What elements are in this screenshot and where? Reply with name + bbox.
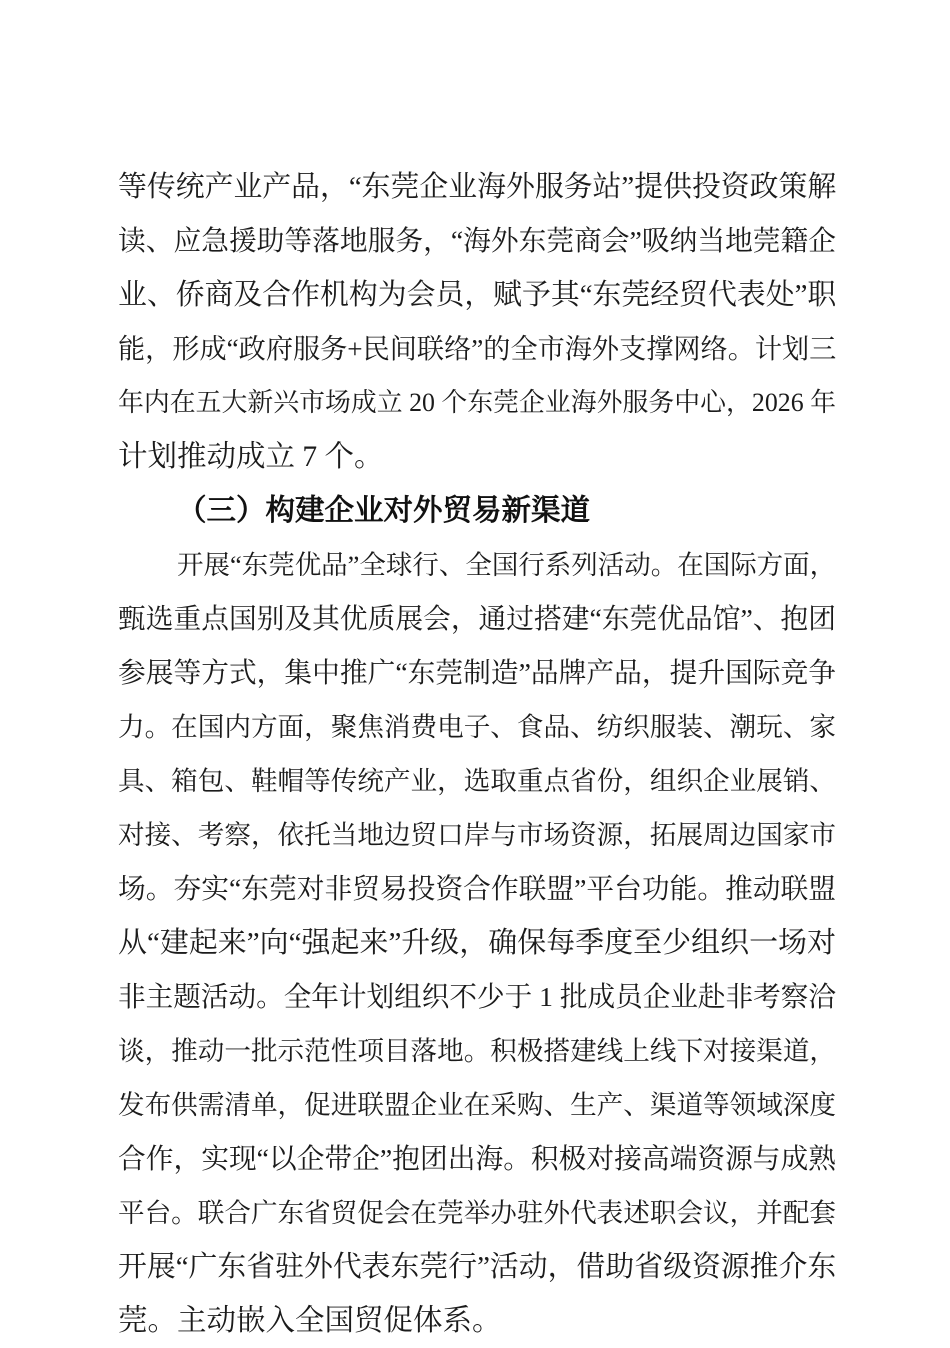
text-line: 场。夯实“东莞对非贸易投资合作联盟”平台功能。推动联盟 (118, 873, 836, 904)
text-line: 年内在五大新兴市场成立 20 个东莞企业海外服务中心，2026 年 (118, 388, 836, 417)
text-line: 业、侨商及合作机构为会员，赋予其“东莞经贸代表处”职 (118, 279, 837, 311)
text-line: 平台。联合广东省贸促会在莞举办驻外代表述职会议，并配套 (118, 1198, 836, 1228)
text-line: 开展“东莞优品”全球行、全国行系列活动。在国际方面， (177, 550, 837, 580)
heading-section-three: （三）构建企业对外贸易新渠道 (177, 495, 591, 527)
text-line: 非主题活动。全年计划组织不少于 1 批成员企业赴非考察洽 (118, 981, 836, 1012)
text-line: 开展“广东省驻外代表东莞行”活动，借助省级资源推介东 (118, 1251, 837, 1283)
text-line: 甄选重点国别及其优质展会，通过搭建“东莞优品馆”、抱团 (118, 603, 836, 634)
text-line: 等传统产业产品，“东莞企业海外服务站”提供投资政策解 (118, 171, 837, 203)
paragraph-foreign-trade-channels (118, 538, 836, 1348)
text-line: 具、箱包、鞋帽等传统产业，选取重点省份，组织企业展销、 (118, 766, 836, 796)
text-line: 计划推动成立 7 个。 (118, 441, 384, 473)
text-line: 谈，推动一批示范性项目落地。积极搭建线上线下对接渠道， (118, 1036, 836, 1066)
text-line: 从“建起来”向“强起来”升级，确保每季度至少组织一场对 (118, 927, 836, 959)
text-line: 读、应急援助等落地服务，“海外东莞商会”吸纳当地莞籍企 (118, 225, 836, 256)
text-line: 对接、考察，依托当地边贸口岸与市场资源，拓展周边国家市 (118, 820, 836, 850)
document-text-body (118, 160, 836, 1348)
text-line: 能，形成“政府服务+民间联络”的全市海外支撑网络。计划三 (118, 334, 837, 364)
paragraph-overseas-service-network (118, 160, 836, 484)
text-line: 合作，实现“以企带企”抱团出海。积极对接高端资源与成熟 (118, 1143, 836, 1174)
text-line: 发布供需清单，促进联盟企业在采购、生产、渠道等领域深度 (118, 1090, 836, 1120)
text-line: 莞。主动嵌入全国贸促体系。 (118, 1305, 502, 1337)
text-line: 参展等方式，集中推广“东莞制造”品牌产品，提升国际竞争 (118, 657, 836, 688)
text-line: 力。在国内方面，聚焦消费电子、食品、纺织服装、潮玩、家 (118, 712, 836, 742)
